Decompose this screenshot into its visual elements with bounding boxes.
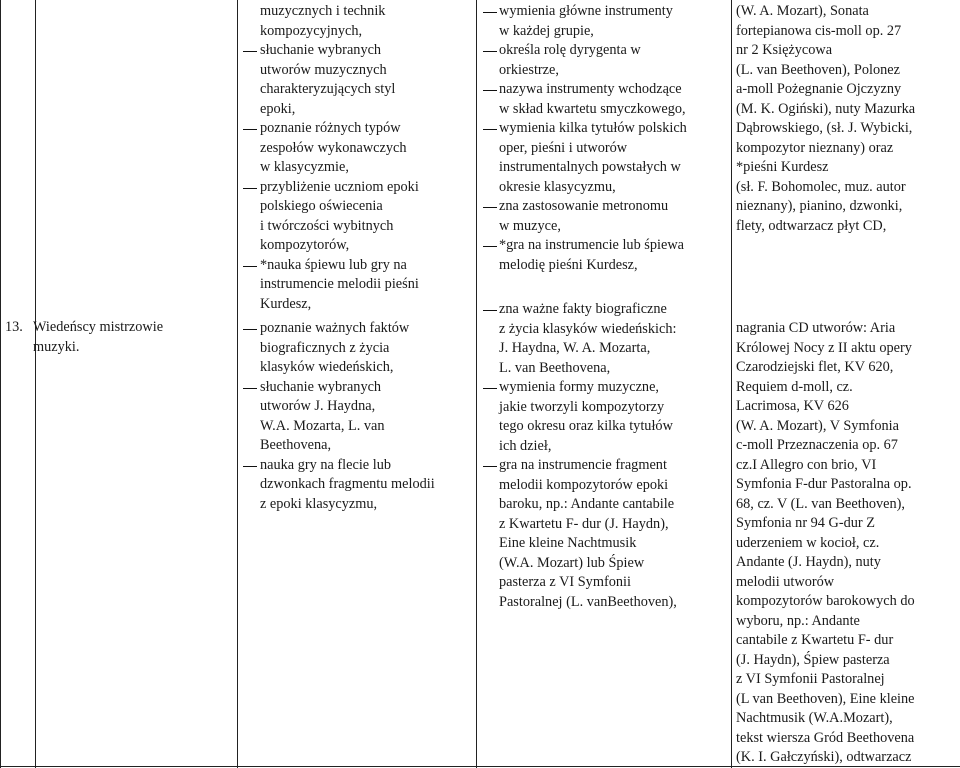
text-line bbox=[736, 397, 960, 417]
line-text: *pieśni Kurdesz bbox=[736, 159, 829, 175]
line-text: orkiestrze, bbox=[499, 61, 559, 78]
line-text: J. Haydna, W. A. Mozarta, bbox=[499, 340, 651, 356]
bullet-dash bbox=[243, 388, 257, 389]
line-text: Kurdesz, bbox=[260, 295, 312, 312]
text-line bbox=[497, 398, 737, 418]
bullet-dash bbox=[243, 266, 257, 267]
line-text: (J. Haydn), Śpiew pasterza bbox=[736, 651, 890, 668]
text-line bbox=[497, 139, 737, 159]
text-line bbox=[736, 2, 960, 22]
text-line bbox=[497, 476, 737, 496]
line-text: (M. K. Ogiński), nuty Mazurka bbox=[736, 100, 916, 117]
line-text: fortepianowa cis-moll op. 27 bbox=[736, 22, 902, 39]
line-text: kompozycyjnych, bbox=[260, 22, 363, 39]
text-line bbox=[736, 139, 960, 159]
line-text: Pastoralnej (L. vanBeethoven), bbox=[499, 593, 677, 610]
bullet-dash bbox=[483, 388, 497, 389]
text-line bbox=[736, 119, 960, 139]
bullet-dash bbox=[483, 310, 497, 311]
text-line bbox=[736, 475, 960, 495]
line-text: melodii kompozytorów epoki bbox=[499, 476, 669, 493]
line-text: jakie tworzyli kompozytorzy bbox=[499, 398, 665, 415]
text-line bbox=[258, 358, 473, 378]
text-line bbox=[258, 397, 473, 417]
line-text: utworów J. Haydna, bbox=[260, 398, 376, 414]
table-border-col2 bbox=[237, 0, 238, 768]
text-line bbox=[258, 417, 473, 437]
line-text: tekst wiersza Gród Beethovena bbox=[736, 729, 915, 746]
line-text: Beethovena, bbox=[260, 437, 332, 453]
text-line bbox=[497, 573, 737, 593]
text-line bbox=[497, 80, 737, 100]
text-line bbox=[736, 651, 960, 671]
text-line bbox=[736, 22, 960, 42]
text-line bbox=[736, 729, 960, 749]
text-line bbox=[258, 139, 473, 159]
line-text: instrumentalnych powstałych w bbox=[499, 159, 681, 175]
text-line bbox=[258, 178, 473, 198]
line-text: 68, cz. V (L. van Beethoven), bbox=[736, 495, 906, 512]
text-line bbox=[497, 300, 737, 320]
text-line bbox=[497, 41, 737, 61]
text-line bbox=[736, 670, 960, 690]
text-line bbox=[497, 178, 737, 198]
text-line bbox=[736, 339, 960, 359]
text-line bbox=[497, 320, 737, 340]
text-line bbox=[497, 236, 737, 256]
bullet-dash bbox=[243, 329, 257, 330]
text-line bbox=[258, 339, 473, 359]
text-line bbox=[497, 61, 737, 81]
text-line bbox=[258, 378, 473, 398]
text-line bbox=[736, 319, 960, 339]
line-text: wymienia formy muzyczne, bbox=[499, 379, 659, 395]
line-text: zna ważne fakty biograficzne bbox=[499, 301, 667, 317]
text-line bbox=[258, 456, 473, 476]
line-text: Andante (J. Haydn), nuty bbox=[736, 554, 881, 570]
text-line bbox=[258, 197, 473, 217]
line-text: muzycznych i technik bbox=[260, 3, 386, 19]
line-text: kompozytor nieznany) oraz bbox=[736, 139, 894, 156]
line-text: Lacrimosa, KV 626 bbox=[736, 398, 849, 414]
line-text: (L. van Beethoven), Polonez bbox=[736, 61, 900, 78]
text-line bbox=[736, 217, 960, 237]
text-line bbox=[258, 100, 473, 120]
text-line bbox=[258, 475, 473, 495]
bullet-dash bbox=[243, 466, 257, 467]
bullet-dash bbox=[483, 246, 497, 247]
line-text: nazywa instrumenty wchodzące bbox=[499, 81, 682, 97]
line-text: nr 2 Księżycowa bbox=[736, 42, 833, 58]
line-text: epoki, bbox=[260, 100, 296, 117]
text-line bbox=[258, 119, 473, 139]
text-line bbox=[497, 515, 737, 535]
line-text: z życia klasyków wiedeńskich: bbox=[499, 320, 677, 337]
line-text: ich dzieł, bbox=[499, 437, 552, 454]
line-text: określa rolę dyrygenta w bbox=[499, 42, 641, 58]
text-line bbox=[497, 554, 737, 574]
line-text: w skład kwartetu smyczkowego, bbox=[499, 100, 686, 117]
line-text: z epoki klasycyzmu, bbox=[260, 495, 378, 512]
row-label bbox=[5, 318, 230, 357]
bullet-dash bbox=[483, 51, 497, 52]
text-line bbox=[736, 553, 960, 573]
row-title-line2: muzyki. bbox=[33, 338, 80, 355]
bullet-dash bbox=[483, 466, 497, 467]
line-text: gra na instrumencie fragment bbox=[499, 457, 667, 473]
text-line bbox=[736, 592, 960, 612]
line-text: cz.I Allegro con brio, VI bbox=[736, 456, 877, 473]
text-line bbox=[736, 100, 960, 120]
text-line bbox=[497, 495, 737, 515]
line-text: instrumencie melodii pieśni bbox=[260, 276, 419, 292]
line-text: przybliżenie uczniom epoki bbox=[260, 178, 419, 195]
bullet-dash bbox=[243, 188, 257, 189]
goals-column bbox=[258, 2, 473, 514]
line-text: (sł. F. Bohomolec, muz. autor bbox=[736, 178, 906, 195]
text-line bbox=[258, 295, 473, 315]
line-text: wymienia główne instrumenty bbox=[499, 3, 673, 19]
line-text: *gra na instrumencie lub śpiewa bbox=[499, 237, 685, 253]
line-text: dzwonkach fragmentu melodii bbox=[260, 476, 435, 492]
text-line bbox=[736, 748, 960, 768]
text-line bbox=[258, 319, 473, 339]
text-line bbox=[497, 100, 737, 120]
text-line bbox=[258, 236, 473, 256]
line-text: poznanie ważnych faktów bbox=[260, 320, 410, 336]
text-line bbox=[736, 61, 960, 81]
line-text: Symfonia F-dur Pastoralna op. bbox=[736, 476, 912, 492]
bullet-dash bbox=[243, 51, 257, 52]
table-border-col1 bbox=[35, 0, 36, 768]
text-line bbox=[258, 217, 473, 237]
line-text: klasyków wiedeńskich, bbox=[260, 359, 394, 375]
text-line bbox=[497, 158, 737, 178]
line-text: melodię pieśni Kurdesz, bbox=[499, 256, 638, 273]
text-line bbox=[736, 436, 960, 456]
line-text: wyboru, np.: Andante bbox=[736, 612, 860, 629]
line-text: kompozytorów barokowych do bbox=[736, 593, 915, 609]
text-line bbox=[497, 359, 737, 379]
text-line bbox=[736, 690, 960, 710]
line-text: Królowej Nocy z II aktu opery bbox=[736, 339, 912, 356]
line-text: biograficznych z życia bbox=[260, 339, 390, 356]
text-line bbox=[736, 573, 960, 593]
line-text: z Kwartetu F- dur (J. Haydn), bbox=[499, 515, 669, 532]
line-text: oper, pieśni i utworów bbox=[499, 139, 628, 156]
text-line bbox=[497, 339, 737, 359]
line-text: z VI Symfonii Pastoralnej bbox=[736, 671, 885, 687]
line-text: Symfonia nr 94 G-dur Z bbox=[736, 515, 875, 531]
line-text: pasterza z VI Symfonii bbox=[499, 574, 631, 590]
table-border-col3 bbox=[476, 0, 477, 768]
text-line bbox=[736, 197, 960, 217]
bullet-dash bbox=[483, 90, 497, 91]
text-line bbox=[736, 456, 960, 476]
line-text: kompozytorów, bbox=[260, 237, 350, 253]
text-line bbox=[497, 197, 737, 217]
text-line bbox=[258, 436, 473, 456]
line-text: w klasycyzmie, bbox=[260, 159, 349, 175]
text-line bbox=[258, 41, 473, 61]
line-text: w każdej grupie, bbox=[499, 22, 594, 39]
line-text: nauka gry na flecie lub bbox=[260, 456, 391, 473]
bullet-dash bbox=[483, 12, 497, 13]
line-text: (K. I. Gałczyński), odtwarzacz bbox=[736, 749, 912, 765]
text-line bbox=[736, 709, 960, 729]
table-border-left bbox=[0, 0, 1, 768]
text-line bbox=[497, 437, 737, 457]
line-text: poznanie różnych typów bbox=[260, 120, 401, 136]
line-text: cantabile z Kwartetu F- dur bbox=[736, 632, 894, 648]
line-text: flety, odtwarzacz płyt CD, bbox=[736, 217, 887, 234]
line-text: melodii utworów bbox=[736, 573, 835, 590]
line-text: (L van Beethoven), Eine kleine bbox=[736, 690, 915, 707]
text-line bbox=[497, 378, 737, 398]
text-line bbox=[736, 612, 960, 632]
text-line bbox=[258, 80, 473, 100]
text-line bbox=[736, 178, 960, 198]
line-text: słuchanie wybranych bbox=[260, 378, 382, 395]
line-text: (W.A. Mozart) lub Śpiew bbox=[499, 554, 645, 571]
text-line bbox=[497, 534, 737, 554]
line-text: utworów muzycznych bbox=[260, 61, 387, 78]
materials-column bbox=[736, 2, 960, 768]
text-line bbox=[497, 22, 737, 42]
row-title: Wiedeńscy mistrzowie bbox=[33, 319, 164, 335]
line-text: nagrania CD utworów: Aria bbox=[736, 320, 896, 336]
line-text: tego okresu oraz kilka tytułów bbox=[499, 418, 673, 434]
line-text: polskiego oświecenia bbox=[260, 198, 383, 214]
line-text: charakteryzujących styl bbox=[260, 81, 396, 97]
line-text: a-moll Pożegnanie Ojczyzny bbox=[736, 81, 902, 97]
text-line bbox=[258, 158, 473, 178]
text-line bbox=[736, 631, 960, 651]
text-line bbox=[736, 534, 960, 554]
bullet-dash bbox=[243, 129, 257, 130]
text-line bbox=[736, 514, 960, 534]
text-line bbox=[258, 61, 473, 81]
text-line bbox=[258, 2, 473, 22]
text-line bbox=[736, 358, 960, 378]
line-text: zna zastosowanie metronomu bbox=[499, 198, 669, 214]
line-text: *nauka śpiewu lub gry na bbox=[260, 256, 407, 273]
bullet-dash bbox=[483, 207, 497, 208]
line-text: zespołów wykonawczych bbox=[260, 139, 407, 156]
text-line bbox=[736, 158, 960, 178]
line-text: baroku, np.: Andante cantabile bbox=[499, 496, 675, 512]
text-line bbox=[258, 275, 473, 295]
text-line bbox=[258, 22, 473, 42]
line-text: i twórczości wybitnych bbox=[260, 217, 394, 234]
text-line bbox=[736, 417, 960, 437]
text-line bbox=[497, 417, 737, 437]
text-line bbox=[497, 456, 737, 476]
line-text: uderzeniem w kocioł, cz. bbox=[736, 534, 880, 551]
text-line bbox=[497, 217, 737, 237]
line-text: w muzyce, bbox=[499, 217, 561, 234]
line-text: c-moll Przeznaczenia op. 67 bbox=[736, 437, 898, 453]
text-line bbox=[736, 80, 960, 100]
line-text: nieznany), pianino, dzwonki, bbox=[736, 198, 903, 214]
text-line bbox=[497, 593, 737, 613]
text-line bbox=[497, 119, 737, 139]
text-line bbox=[497, 256, 737, 276]
line-text: okresie klasycyzmu, bbox=[499, 178, 616, 195]
line-text: słuchanie wybranych bbox=[260, 42, 382, 58]
line-text: W.A. Mozarta, L. van bbox=[260, 417, 385, 434]
line-text: (W. A. Mozart), V Symfonia bbox=[736, 417, 899, 434]
line-text: Czarodziejski flet, KV 620, bbox=[736, 359, 894, 375]
line-text: Nachtmusik (W.A.Mozart), bbox=[736, 710, 893, 726]
line-text: (W. A. Mozart), Sonata bbox=[736, 3, 869, 19]
row-number: 13. bbox=[5, 319, 23, 335]
text-line bbox=[258, 256, 473, 276]
text-line bbox=[736, 378, 960, 398]
achievements-column bbox=[497, 2, 737, 612]
line-text: Eine kleine Nachtmusik bbox=[499, 535, 637, 551]
line-text: wymienia kilka tytułów polskich bbox=[499, 120, 687, 136]
line-text: Dąbrowskiego, (sł. J. Wybicki, bbox=[736, 120, 913, 136]
bullet-dash bbox=[483, 129, 497, 130]
text-line bbox=[736, 41, 960, 61]
text-line bbox=[497, 2, 737, 22]
line-text: L. van Beethovena, bbox=[499, 359, 611, 376]
text-line bbox=[736, 495, 960, 515]
line-text: Requiem d-moll, cz. bbox=[736, 378, 853, 395]
text-line bbox=[258, 495, 473, 515]
